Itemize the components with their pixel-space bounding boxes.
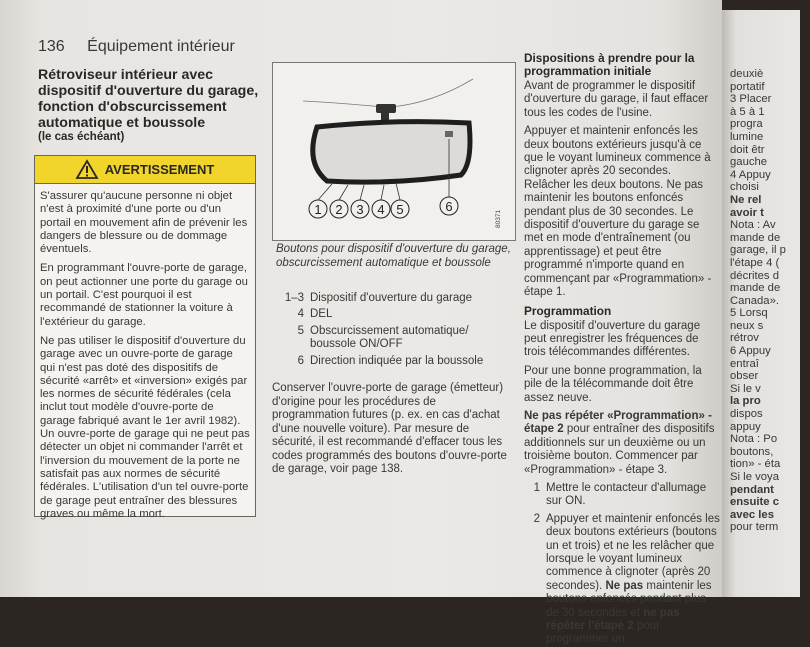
callout-label: 2: [335, 202, 343, 217]
fragment-line: mande de: [730, 282, 781, 295]
step-item: [524, 513, 720, 647]
fragment-line: ensuite c: [730, 496, 779, 509]
figure-legend: [276, 292, 516, 371]
warning-box: [34, 155, 256, 520]
fragment-line: avec les: [730, 508, 774, 521]
fragment-line: mande de: [730, 231, 781, 244]
fragment-line: doit êtr: [730, 143, 765, 156]
right-page: [722, 10, 800, 597]
step-text: Mettre le contacteur d'allumage sur ON.: [546, 481, 707, 508]
legend-row: [276, 325, 516, 352]
chapter-title: Équipement intérieur: [87, 38, 235, 55]
fragment-line: à 5 à 1: [730, 105, 765, 118]
paragraph: Pour une bonne programmation, la pile de la télécommande doit être assez neuve.: [524, 364, 702, 404]
fragment-line: choisi: [730, 181, 759, 194]
fragment-line: neux s: [730, 319, 764, 332]
fragment-line: avoir t: [730, 206, 764, 219]
text: pour entraîner des dispositifs additionnels sur un deuxième ou un troisième bouton. Commencer par «Programmation» - étape 3.: [524, 423, 715, 476]
text: Appuyer et maintenir enfoncés les deux boutons extérieurs (boutons un et trois) et ne les relâcher que lorsque le voyant lumineux commence à clignoter (après 20 secondes).: [546, 512, 720, 592]
legend-key: 5: [297, 324, 304, 337]
warning-label: AVERTISSEMENT: [104, 162, 215, 177]
mirror-mount: [376, 104, 396, 113]
fragment-line: 5 Lorsq: [730, 307, 768, 320]
fragment-line: Canada».: [730, 294, 779, 307]
paragraph: Avant de programmer le dispositif d'ouverture du garage, il faut effacer tous les codes de l'usine.: [524, 80, 709, 119]
fragment-line: l'étape 4 (: [730, 256, 780, 269]
fragment-line: Nota : Po: [730, 433, 778, 446]
step-item: [524, 482, 720, 509]
legend-row: [276, 355, 516, 368]
fragment-line: progra: [730, 118, 763, 131]
fragment-line: deuxiè: [730, 68, 764, 80]
fragment-line: Si le v: [730, 382, 761, 395]
legend-row: [276, 308, 516, 321]
section-title: Rétroviseur intérieur avec dispositif d'ouverture du garage, fonction d'obscurcissement automatique et boussole: [38, 67, 259, 131]
fragment-line: pour term: [730, 521, 779, 534]
fragment-line: Nota : Av: [730, 219, 776, 232]
callout-label: 6: [445, 199, 453, 214]
heading-programming: Programmation: [524, 303, 612, 318]
page-number: 136: [38, 38, 65, 55]
fragment-line: boutons,: [730, 445, 774, 458]
fragment-line: tion» - éta: [730, 458, 781, 471]
warning-paragraph: En programmant l'ouvre-porte de garage, on peut actionner une porte du garage ou un portail. C'est pourquoi il est recommandé de stationner la voiture à l'extérieur du garage.: [40, 262, 248, 328]
fragment-line: 6 Appuy: [730, 345, 771, 358]
warning-paragraph: S'assurer qu'aucune personne ni objet n'est à proximité d'une porte ou d'un portail en mouvement afin de prévenir les dangers de blessure ou de dommage éventuels.: [40, 190, 248, 256]
mirror-housing: [313, 122, 470, 182]
legend-key: 4: [297, 308, 304, 321]
fragment-line: portatif: [730, 80, 765, 93]
step-text: [546, 513, 720, 647]
fragment-line: la pro: [730, 395, 761, 408]
legend-row: [276, 292, 516, 305]
fragment-line: Ne rel: [730, 193, 762, 206]
fragment-line: dispos: [730, 408, 763, 421]
fragment-line: 4 Appuy: [730, 168, 771, 181]
fragment-line: obser: [730, 370, 759, 383]
right-page-fragments: [730, 68, 810, 534]
fragment-line: 3 Placer: [730, 93, 772, 106]
emphasis: Ne pas répéter «Programmation» - étape 2: [524, 409, 712, 436]
retain-transmitter-note: Conserver l'ouvre-porte de garage (émetteur) d'origine pour les procédures de programmation futures (p. ex. en cas d'achat d'une nouvelle voiture). Par mesure de sécurité, il est recommandé d'effacer tous les codes programmés des boutons d'ouvre-porte de garage, voir page 138.: [272, 382, 507, 475]
warning-paragraph: Ne pas utiliser le dispositif d'ouverture du garage avec un ouvre-porte de garage qui n'est pas doté des dispositifs de sécurité «arrêt» et «inversion» exigés par les normes de sécurité fédérales (cela inclut tout modèle d'ouvre-porte de garage fabriqué avant le 1er avril 1982). Un ouvre-porte de garage qui ne peut pas détecter un objet ni commander l'arrêt et l'inversion du mouvement de la porte ne satisfait pas aux normes de sécurité fédérales. L'utilisation d'un tel ouvre-porte de garage peut entraîner des blessures graves ou même la mort.: [40, 334, 250, 520]
warning-triangle-icon: [76, 160, 98, 179]
programming-column: [524, 51, 720, 646]
paragraph: [524, 410, 720, 477]
step-number: 1: [533, 481, 540, 494]
fragment-line: Si le voya: [730, 471, 779, 483]
heading-initial-programming: Dispositions à prendre pour la programmation initiale: [524, 51, 695, 78]
figure-code: 80371: [495, 209, 502, 228]
fragment-line: appuy: [730, 420, 761, 433]
callout-label: 3: [356, 202, 364, 217]
legend-text: Dispositif d'ouverture du garage: [310, 292, 473, 304]
text: maintenir les boutons enfoncés pendant plus de 30 secondes et: [546, 579, 712, 619]
paragraph: Appuyer et maintenir enfoncés les deux boutons extérieurs jusqu'à ce que le voyant lumineux commence à clignoter après 20 secondes. Relâcher les deux boutons. Ne pas maintenir les boutons enfoncés pendant plus de 30 secondes. Le dispositif d'ouverture du garage se met en mode d'entraînement (ou apprentissage) et peut être programmé n'importe quand en commençant par «Programmation» - étape 1.: [524, 125, 712, 299]
legend-text: DEL: [310, 308, 333, 321]
fragment-line: entraî: [730, 357, 759, 370]
mirror-figure: [272, 62, 516, 241]
legend-key: 1–3: [284, 292, 304, 304]
fragment-line: gauche: [730, 156, 768, 169]
mirror-illustration: [273, 63, 515, 240]
fragment-line: garage, il p: [730, 244, 786, 257]
warning-body: [35, 184, 255, 521]
text: pour programmer un: [546, 620, 660, 646]
warning-header: [35, 156, 255, 184]
fragment-line: lumine: [730, 130, 764, 143]
fragment-line: pendant: [730, 483, 774, 496]
paragraph: Le dispositif d'ouverture du garage peut enregistrer les fréquences de trois télécommandes différentes.: [524, 319, 701, 359]
fragment-line: rétrov: [730, 332, 759, 345]
page-header: [38, 38, 235, 56]
step-number: 2: [533, 512, 540, 525]
emphasis: Ne pas: [605, 579, 644, 592]
fragment-line: décrites d: [730, 269, 779, 282]
section-subtitle: (le cas échéant): [38, 131, 125, 143]
callout-label: 1: [314, 202, 322, 217]
callout-label: 5: [396, 202, 404, 217]
callout-label: 4: [377, 202, 385, 217]
legend-key: 6: [297, 354, 304, 367]
figure-caption: Boutons pour dispositif d'ouverture du garage, obscurcissement automatique et boussole: [276, 243, 511, 269]
legend-text: Direction indiquée par la boussole: [310, 354, 484, 367]
emphasis: ne pas répéter l'étape 2: [546, 606, 680, 633]
legend-text: Obscurcissement automatique/ boussole ON/OFF: [310, 324, 469, 351]
